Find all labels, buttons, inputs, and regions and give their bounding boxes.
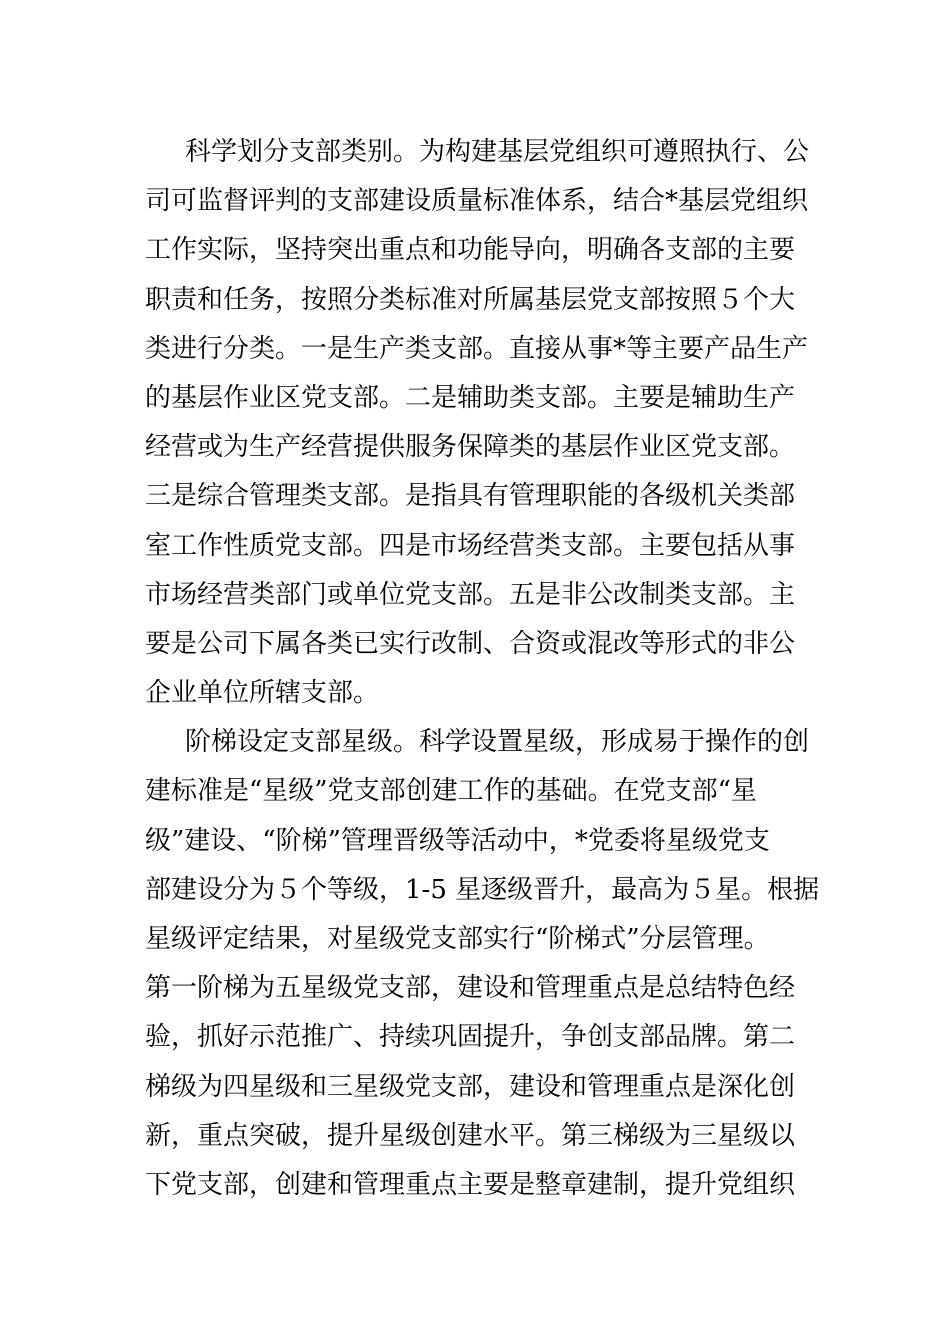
text-line: 新，重点突破，提升星级创建水平。第三梯级为三星级以 <box>145 1120 796 1151</box>
text-line: 职责和任务，按照分类标准对所属基层党支部按照５个大 <box>145 284 796 315</box>
paragraph-branch-categories <box>145 128 810 718</box>
text-line: 级”建设、“阶梯”管理晋级等活动中，*党委将星级党支 <box>145 825 770 856</box>
text-line: 工作实际，坚持突出重点和功能导向，明确各支部的主要 <box>145 235 796 266</box>
text-line: 经营或为生产经营提供服务保障类的基层作业区党支部。 <box>145 432 796 463</box>
text-line: 三是综合管理类支部。是指具有管理职能的各级机关类部 <box>145 481 796 512</box>
text-line: 企业单位所辖支部。 <box>145 678 380 709</box>
text-line: 第一阶梯为五星级党支部，建设和管理重点是总结特色经 <box>145 973 796 1004</box>
text-line: 科学划分支部类别。为构建基层党组织可遵照执行、公 <box>185 137 810 167</box>
text-line: 司可监督评判的支部建设质量标准体系，结合*基层党组织 <box>145 186 809 217</box>
text-line: 部建设分为５个等级，1-5 星逐级晋升，最高为５星。根据 <box>145 874 820 905</box>
text-line: 要是公司下属各类已实行改制、合资或混改等形式的非公 <box>145 628 796 659</box>
text-line: 梯级为四星级和三星级党支部，建设和管理重点是深化创 <box>145 1071 796 1102</box>
document-body <box>145 128 820 1210</box>
text-line: 市场经营类部门或单位党支部。五是非公改制类支部。主 <box>145 579 796 610</box>
text-line: 的基层作业区党支部。二是辅助类支部。主要是辅助生产 <box>145 382 796 413</box>
text-line: 阶梯设定支部星级。科学设置星级，形成易于操作的创 <box>185 727 810 758</box>
text-line: 室工作性质党支部。四是市场经营类支部。主要包括从事 <box>145 530 796 561</box>
text-line: 下党支部，创建和管理重点主要是整章建制，提升党组织 <box>145 1169 796 1200</box>
text-line: 星级评定结果，对星级党支部实行“阶梯式”分层管理。 <box>145 924 770 954</box>
text-line: 建标准是“星级”党支部创建工作的基础。在党支部“星 <box>145 776 757 807</box>
text-line: 类进行分类。一是生产类支部。直接从事*等主要产品生产 <box>145 333 809 364</box>
text-line: 验，抓好示范推广、持续巩固提升，争创支部品牌。第二 <box>145 1022 796 1053</box>
paragraph-star-levels <box>145 718 820 1210</box>
